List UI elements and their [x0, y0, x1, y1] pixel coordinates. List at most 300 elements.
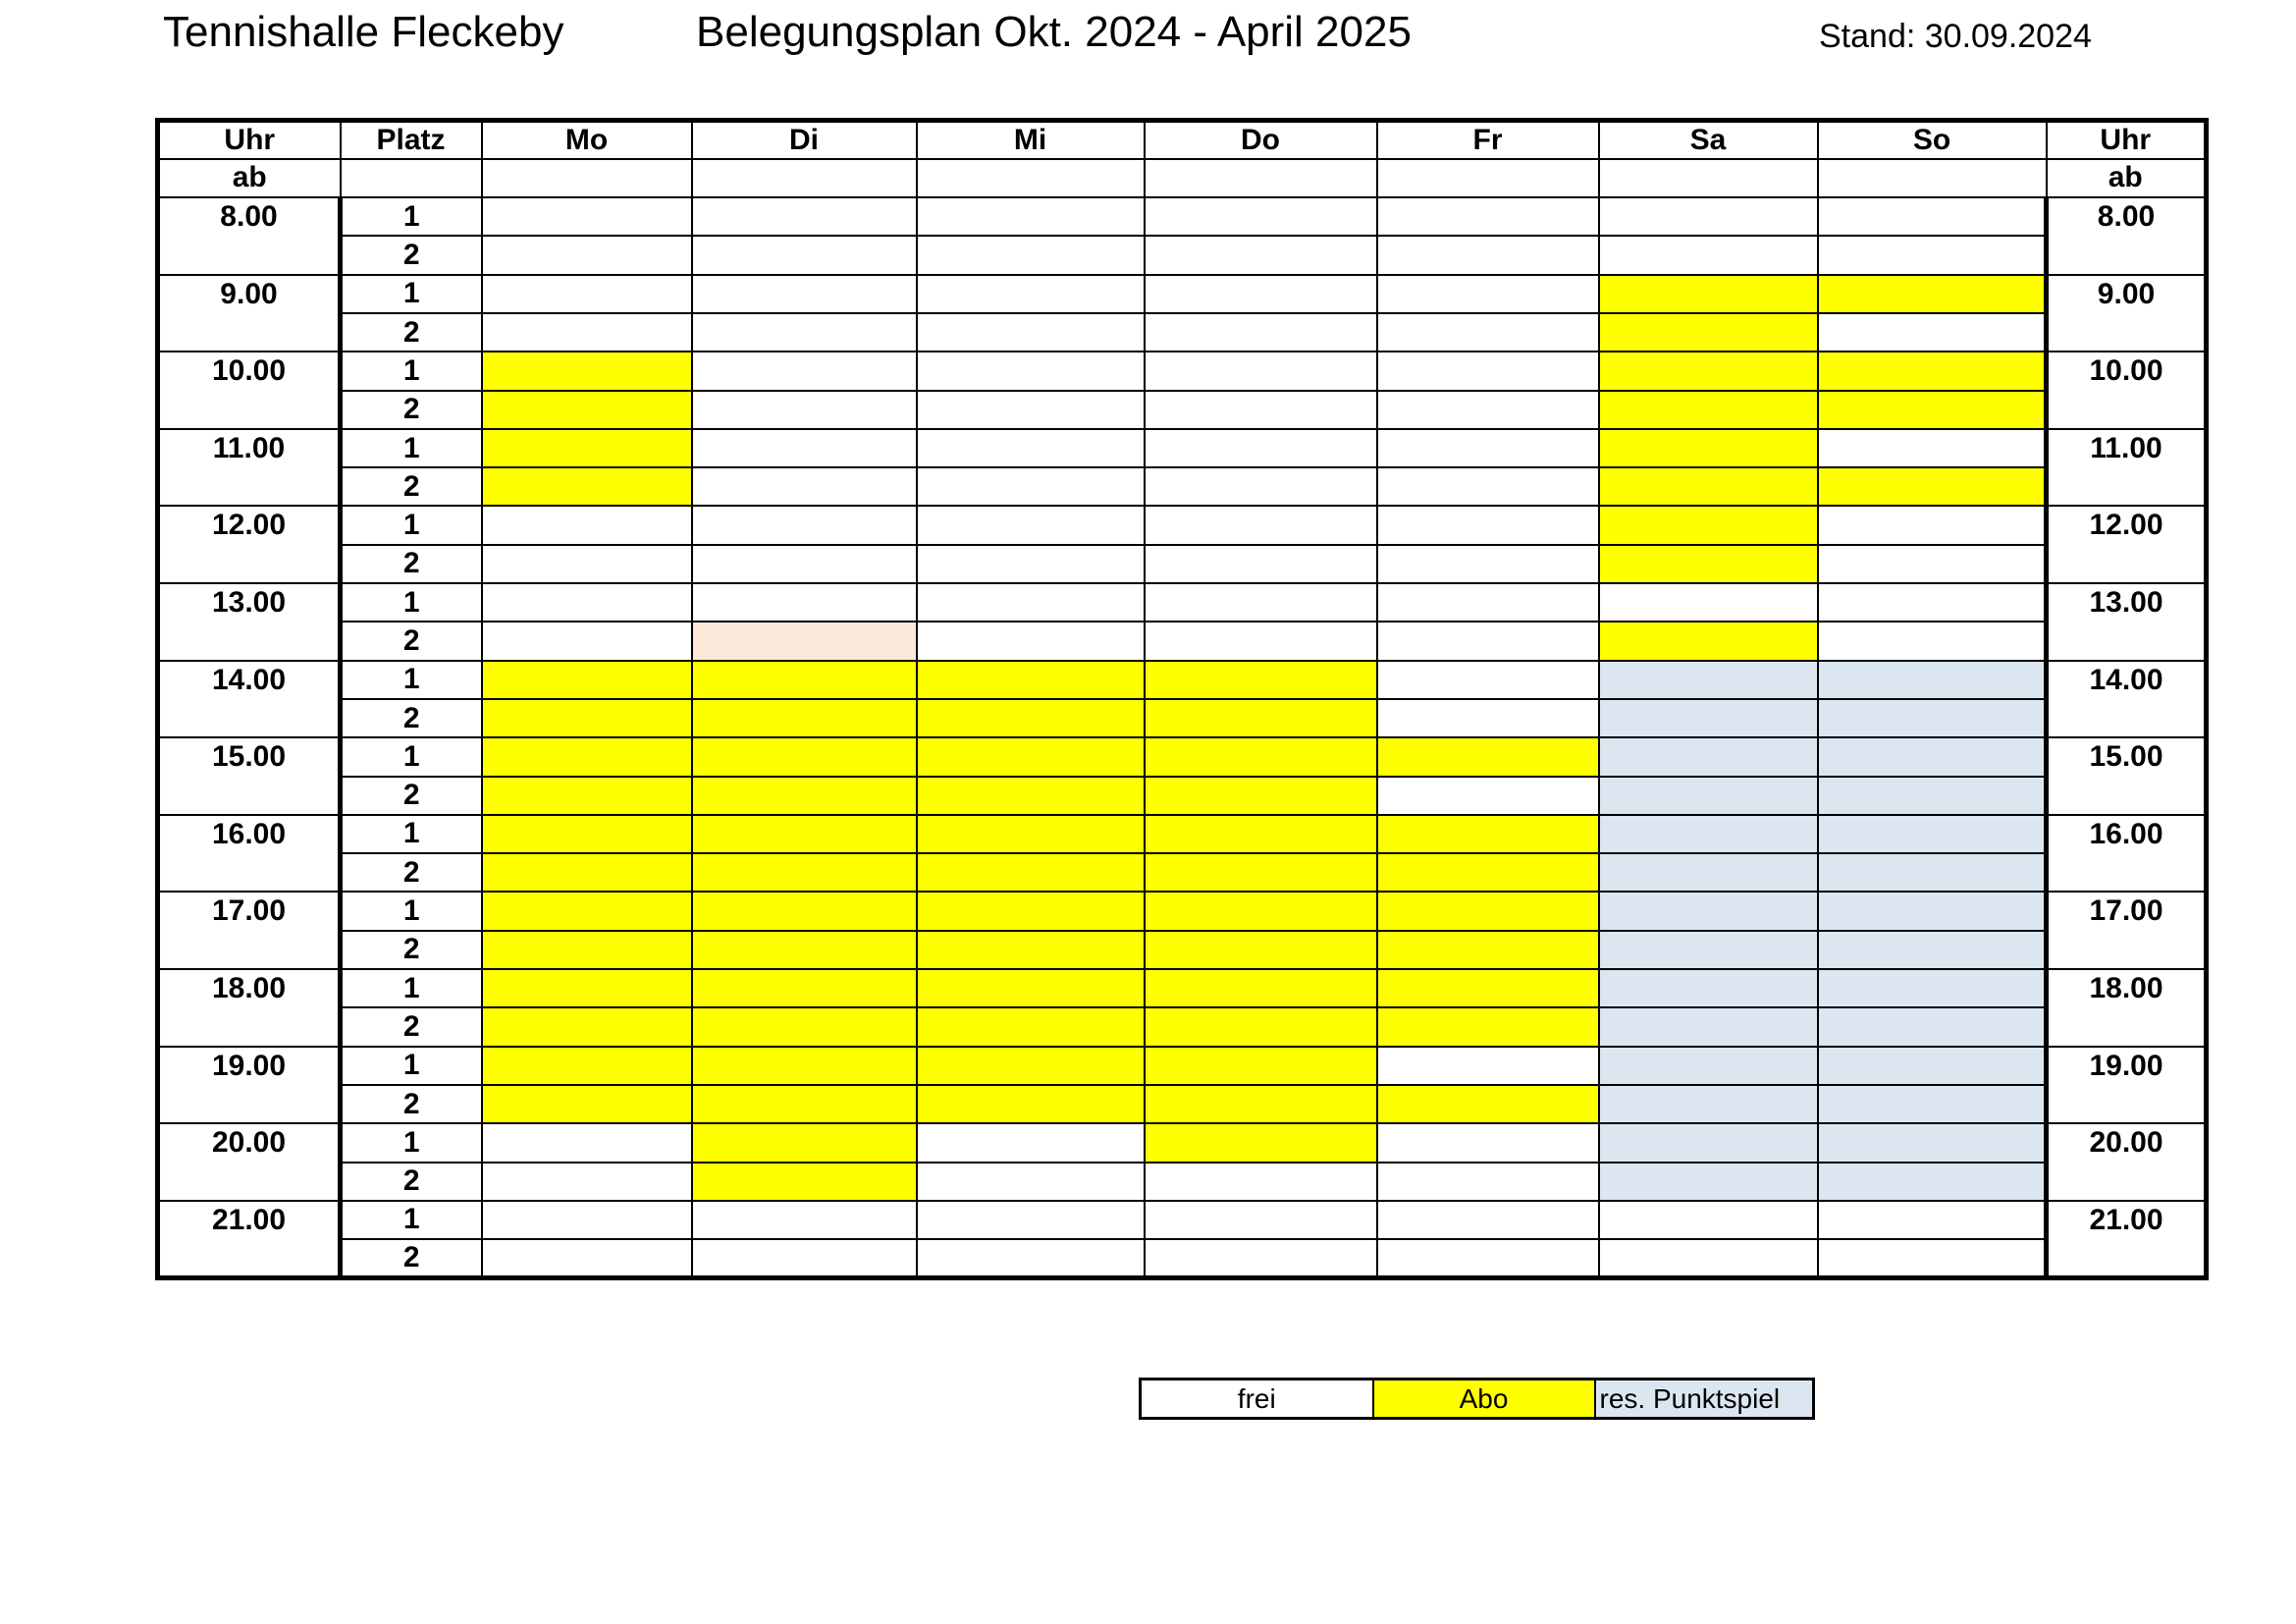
slot-cell — [917, 275, 1145, 313]
slot-cell — [1145, 815, 1377, 853]
slot-cell — [1599, 1239, 1818, 1277]
slot-cell — [1145, 892, 1377, 930]
slot-cell — [917, 1085, 1145, 1123]
slot-cell — [692, 699, 917, 737]
legend-punktspiel: res. Punktspiel — [1595, 1380, 1814, 1419]
slot-cell — [1377, 313, 1599, 352]
slot-cell — [1818, 1085, 2047, 1123]
court-number: 1 — [341, 1201, 482, 1239]
slot-cell — [1145, 1047, 1377, 1085]
slot-cell — [1377, 892, 1599, 930]
hour-label-right: 9.00 — [2047, 275, 2207, 352]
slot-cell — [917, 1201, 1145, 1239]
slot-cell — [692, 429, 917, 467]
slot-cell — [1818, 777, 2047, 815]
hour-label-left: 12.00 — [158, 506, 341, 583]
col-day-di: Di — [692, 121, 917, 159]
slot-cell — [1599, 583, 1818, 622]
slot-cell — [1818, 1123, 2047, 1162]
legend-row — [1141, 1380, 1814, 1419]
hour-label-right: 19.00 — [2047, 1047, 2207, 1124]
slot-cell — [1145, 313, 1377, 352]
slot-cell — [1145, 197, 1377, 236]
col-platz: Platz — [341, 121, 482, 159]
slot-cell — [1599, 275, 1818, 313]
slot-cell — [917, 545, 1145, 583]
legend-frei: frei — [1141, 1380, 1373, 1419]
slot-cell — [1599, 313, 1818, 352]
slot-cell — [1818, 969, 2047, 1007]
hour-label-right: 12.00 — [2047, 506, 2207, 583]
venue-title: Tennishalle Fleckeby — [163, 8, 564, 56]
court-number: 1 — [341, 352, 482, 390]
slot-cell — [1818, 236, 2047, 274]
slot-cell — [692, 661, 917, 699]
slot-cell — [692, 777, 917, 815]
slot-cell — [917, 892, 1145, 930]
slot-cell — [1818, 1239, 2047, 1277]
court-number: 2 — [341, 236, 482, 274]
court-number: 1 — [341, 197, 482, 236]
hour-label-left: 13.00 — [158, 583, 341, 661]
slot-cell — [1377, 622, 1599, 660]
slot-cell — [1145, 699, 1377, 737]
slot-cell — [482, 1123, 692, 1162]
slot-cell — [1599, 1047, 1818, 1085]
slot-row — [158, 1007, 2207, 1046]
hour-label-left: 18.00 — [158, 969, 341, 1047]
slot-cell — [1599, 892, 1818, 930]
slot-cell — [917, 506, 1145, 544]
slot-cell — [482, 737, 692, 776]
slot-cell — [692, 236, 917, 274]
hour-label-right: 13.00 — [2047, 583, 2207, 661]
col-day-mi: Mi — [917, 121, 1145, 159]
slot-cell — [1599, 352, 1818, 390]
slot-cell — [482, 853, 692, 892]
slot-cell — [917, 777, 1145, 815]
court-number: 1 — [341, 1047, 482, 1085]
slot-cell — [1818, 931, 2047, 969]
slot-cell — [692, 391, 917, 429]
col-day-do: Do — [1145, 121, 1377, 159]
slot-cell — [482, 931, 692, 969]
slot-cell — [1377, 1085, 1599, 1123]
slot-cell — [482, 1047, 692, 1085]
court-number: 2 — [341, 931, 482, 969]
court-number: 1 — [341, 1123, 482, 1162]
slot-cell — [1377, 391, 1599, 429]
subheader-blank — [1377, 159, 1599, 197]
slot-cell — [1599, 506, 1818, 544]
slot-cell — [917, 969, 1145, 1007]
slot-cell — [1818, 699, 2047, 737]
slot-row — [158, 1085, 2207, 1123]
slot-row — [158, 737, 2207, 776]
slot-cell — [1599, 969, 1818, 1007]
slot-cell — [917, 815, 1145, 853]
slot-cell — [1377, 969, 1599, 1007]
slot-cell — [1377, 699, 1599, 737]
court-number: 2 — [341, 1085, 482, 1123]
slot-cell — [692, 1123, 917, 1162]
hour-label-right: 18.00 — [2047, 969, 2207, 1047]
slot-row — [158, 391, 2207, 429]
hour-label-left: 10.00 — [158, 352, 341, 429]
slot-cell — [917, 391, 1145, 429]
slot-cell — [1145, 429, 1377, 467]
col-uhr-sub-left: ab — [158, 159, 341, 197]
slot-cell — [692, 815, 917, 853]
court-number: 1 — [341, 583, 482, 622]
slot-cell — [482, 352, 692, 390]
header-row — [158, 121, 2207, 159]
col-day-sa: Sa — [1599, 121, 1818, 159]
slot-row — [158, 313, 2207, 352]
slot-cell — [692, 583, 917, 622]
subheader-blank — [482, 159, 692, 197]
slot-cell — [1145, 1007, 1377, 1046]
court-number: 2 — [341, 1239, 482, 1277]
slot-cell — [1145, 236, 1377, 274]
slot-cell — [482, 699, 692, 737]
slot-cell — [692, 313, 917, 352]
court-number: 2 — [341, 853, 482, 892]
slot-cell — [1145, 1085, 1377, 1123]
subheader-blank — [341, 159, 482, 197]
slot-cell — [1818, 1007, 2047, 1046]
slot-cell — [1145, 275, 1377, 313]
slot-cell — [1377, 506, 1599, 544]
schedule-table — [155, 118, 2209, 1280]
slot-cell — [1818, 467, 2047, 506]
slot-cell — [1145, 1239, 1377, 1277]
slot-cell — [692, 969, 917, 1007]
slot-cell — [482, 197, 692, 236]
legend — [1139, 1378, 1815, 1420]
slot-cell — [692, 545, 917, 583]
slot-row — [158, 1201, 2207, 1239]
slot-row — [158, 1047, 2207, 1085]
slot-cell — [1145, 545, 1377, 583]
hour-label-right: 8.00 — [2047, 197, 2207, 275]
slot-cell — [482, 969, 692, 1007]
slot-cell — [917, 1123, 1145, 1162]
slot-cell — [1599, 429, 1818, 467]
slot-cell — [917, 931, 1145, 969]
slot-cell — [1599, 1201, 1818, 1239]
slot-row — [158, 853, 2207, 892]
slot-cell — [482, 429, 692, 467]
court-number: 1 — [341, 429, 482, 467]
slot-cell — [482, 1163, 692, 1201]
court-number: 1 — [341, 661, 482, 699]
slot-row — [158, 777, 2207, 815]
slot-row — [158, 1239, 2207, 1277]
slot-cell — [917, 699, 1145, 737]
slot-cell — [917, 1007, 1145, 1046]
slot-cell — [1818, 853, 2047, 892]
court-number: 1 — [341, 506, 482, 544]
slot-cell — [1145, 661, 1377, 699]
slot-cell — [692, 1085, 917, 1123]
slot-cell — [917, 583, 1145, 622]
court-number: 2 — [341, 699, 482, 737]
slot-cell — [692, 352, 917, 390]
court-number: 2 — [341, 1163, 482, 1201]
hour-label-left: 21.00 — [158, 1201, 341, 1278]
col-uhr-right: Uhr — [2047, 121, 2207, 159]
slot-cell — [482, 815, 692, 853]
slot-row — [158, 661, 2207, 699]
slot-row — [158, 275, 2207, 313]
slot-row — [158, 236, 2207, 274]
slot-cell — [482, 313, 692, 352]
slot-cell — [482, 892, 692, 930]
slot-row — [158, 506, 2207, 544]
hour-label-right: 11.00 — [2047, 429, 2207, 507]
hour-label-left: 9.00 — [158, 275, 341, 352]
slot-cell — [1818, 275, 2047, 313]
hour-label-left: 8.00 — [158, 197, 341, 275]
col-day-mo: Mo — [482, 121, 692, 159]
court-number: 2 — [341, 313, 482, 352]
slot-cell — [1377, 661, 1599, 699]
slot-cell — [482, 777, 692, 815]
hour-label-right: 14.00 — [2047, 661, 2207, 738]
col-uhr-sub-right: ab — [2047, 159, 2207, 197]
slot-cell — [1145, 506, 1377, 544]
slot-cell — [482, 661, 692, 699]
slot-cell — [917, 853, 1145, 892]
slot-row — [158, 815, 2207, 853]
slot-row — [158, 197, 2207, 236]
slot-row — [158, 1123, 2207, 1162]
slot-row — [158, 467, 2207, 506]
slot-cell — [1377, 737, 1599, 776]
slot-cell — [1599, 1123, 1818, 1162]
slot-cell — [1599, 853, 1818, 892]
slot-cell — [1145, 737, 1377, 776]
slot-cell — [1377, 197, 1599, 236]
col-uhr-left: Uhr — [158, 121, 341, 159]
slot-cell — [917, 737, 1145, 776]
slot-cell — [1818, 892, 2047, 930]
slot-cell — [1599, 699, 1818, 737]
hour-label-right: 20.00 — [2047, 1123, 2207, 1201]
slot-cell — [692, 622, 917, 660]
subheader-blank — [1599, 159, 1818, 197]
hour-label-left: 20.00 — [158, 1123, 341, 1201]
slot-cell — [1145, 583, 1377, 622]
slot-cell — [1599, 1163, 1818, 1201]
slot-cell — [1818, 429, 2047, 467]
slot-cell — [1377, 1201, 1599, 1239]
slot-cell — [1377, 352, 1599, 390]
subheader-blank — [1145, 159, 1377, 197]
slot-cell — [1818, 391, 2047, 429]
slot-cell — [1377, 1047, 1599, 1085]
legend-abo: Abo — [1373, 1380, 1595, 1419]
slot-cell — [1145, 777, 1377, 815]
slot-cell — [692, 506, 917, 544]
slot-cell — [1377, 275, 1599, 313]
slot-cell — [1377, 545, 1599, 583]
slot-cell — [1599, 197, 1818, 236]
slot-cell — [1818, 815, 2047, 853]
slot-cell — [917, 1239, 1145, 1277]
slot-cell — [482, 622, 692, 660]
slot-cell — [1818, 622, 2047, 660]
slot-cell — [1145, 352, 1377, 390]
slot-cell — [1818, 1201, 2047, 1239]
slot-cell — [482, 391, 692, 429]
slot-cell — [1377, 429, 1599, 467]
slot-cell — [1377, 931, 1599, 969]
hour-label-right: 15.00 — [2047, 737, 2207, 815]
slot-row — [158, 699, 2207, 737]
plan-title: Belegungsplan Okt. 2024 - April 2025 — [696, 8, 1412, 56]
slot-cell — [1818, 1163, 2047, 1201]
slot-cell — [692, 931, 917, 969]
slot-cell — [1377, 777, 1599, 815]
slot-cell — [1818, 545, 2047, 583]
slot-row — [158, 969, 2207, 1007]
slot-cell — [482, 236, 692, 274]
hour-label-right: 10.00 — [2047, 352, 2207, 429]
hour-label-left: 16.00 — [158, 815, 341, 893]
slot-cell — [1377, 815, 1599, 853]
slot-cell — [1145, 391, 1377, 429]
slot-cell — [482, 1239, 692, 1277]
subheader-row — [158, 159, 2207, 197]
slot-cell — [1145, 1201, 1377, 1239]
slot-row — [158, 429, 2207, 467]
court-number: 1 — [341, 815, 482, 853]
slot-cell — [917, 352, 1145, 390]
slot-cell — [1818, 583, 2047, 622]
slot-cell — [1145, 931, 1377, 969]
col-day-fr: Fr — [1377, 121, 1599, 159]
slot-cell — [1377, 583, 1599, 622]
subheader-blank — [692, 159, 917, 197]
slot-cell — [1818, 506, 2047, 544]
slot-cell — [482, 583, 692, 622]
slot-cell — [1599, 1085, 1818, 1123]
slot-cell — [1599, 236, 1818, 274]
slot-cell — [1818, 1047, 2047, 1085]
slot-cell — [1377, 1239, 1599, 1277]
court-number: 1 — [341, 275, 482, 313]
court-number: 1 — [341, 969, 482, 1007]
slot-cell — [1818, 352, 2047, 390]
slot-cell — [917, 1047, 1145, 1085]
hour-label-left: 19.00 — [158, 1047, 341, 1124]
court-number: 2 — [341, 545, 482, 583]
hour-label-left: 15.00 — [158, 737, 341, 815]
slot-cell — [1145, 467, 1377, 506]
court-number: 2 — [341, 467, 482, 506]
slot-cell — [917, 197, 1145, 236]
slot-cell — [1599, 737, 1818, 776]
slot-cell — [1599, 777, 1818, 815]
slot-cell — [482, 1007, 692, 1046]
hour-label-left: 14.00 — [158, 661, 341, 738]
subheader-blank — [917, 159, 1145, 197]
slot-cell — [692, 1239, 917, 1277]
slot-cell — [917, 661, 1145, 699]
slot-cell — [917, 429, 1145, 467]
slot-cell — [482, 545, 692, 583]
slot-cell — [1377, 236, 1599, 274]
slot-cell — [1145, 969, 1377, 1007]
slot-cell — [1145, 1163, 1377, 1201]
slot-cell — [692, 1201, 917, 1239]
court-number: 2 — [341, 391, 482, 429]
slot-cell — [692, 892, 917, 930]
slot-cell — [1377, 1163, 1599, 1201]
slot-cell — [1818, 197, 2047, 236]
slot-cell — [692, 853, 917, 892]
slot-cell — [482, 1201, 692, 1239]
slot-cell — [1599, 467, 1818, 506]
slot-cell — [1145, 622, 1377, 660]
hour-label-right: 16.00 — [2047, 815, 2207, 893]
slot-cell — [917, 1163, 1145, 1201]
slot-cell — [1599, 622, 1818, 660]
slot-cell — [1377, 1123, 1599, 1162]
slot-row — [158, 892, 2207, 930]
subheader-blank — [1818, 159, 2047, 197]
slot-cell — [1377, 467, 1599, 506]
col-day-so: So — [1818, 121, 2047, 159]
slot-row — [158, 583, 2207, 622]
court-number: 1 — [341, 892, 482, 930]
stand-date: Stand: 30.09.2024 — [1819, 18, 2092, 55]
slot-row — [158, 1163, 2207, 1201]
slot-row — [158, 352, 2207, 390]
court-number: 2 — [341, 1007, 482, 1046]
slot-cell — [482, 467, 692, 506]
slot-row — [158, 545, 2207, 583]
slot-cell — [692, 1007, 917, 1046]
slot-cell — [917, 313, 1145, 352]
slot-row — [158, 931, 2207, 969]
slot-cell — [482, 506, 692, 544]
court-number: 2 — [341, 622, 482, 660]
slot-cell — [917, 622, 1145, 660]
hour-label-right: 17.00 — [2047, 892, 2207, 969]
slot-cell — [692, 737, 917, 776]
court-number: 2 — [341, 777, 482, 815]
slot-cell — [1818, 313, 2047, 352]
hour-label-right: 21.00 — [2047, 1201, 2207, 1278]
slot-cell — [1599, 931, 1818, 969]
slot-cell — [1377, 1007, 1599, 1046]
slot-cell — [1145, 853, 1377, 892]
hour-label-left: 11.00 — [158, 429, 341, 507]
slot-cell — [692, 1163, 917, 1201]
slot-cell — [482, 1085, 692, 1123]
slot-cell — [692, 467, 917, 506]
slot-cell — [917, 467, 1145, 506]
slot-cell — [1599, 1007, 1818, 1046]
slot-cell — [917, 236, 1145, 274]
court-number: 1 — [341, 737, 482, 776]
hour-label-left: 17.00 — [158, 892, 341, 969]
slot-cell — [482, 275, 692, 313]
slot-cell — [1145, 1123, 1377, 1162]
